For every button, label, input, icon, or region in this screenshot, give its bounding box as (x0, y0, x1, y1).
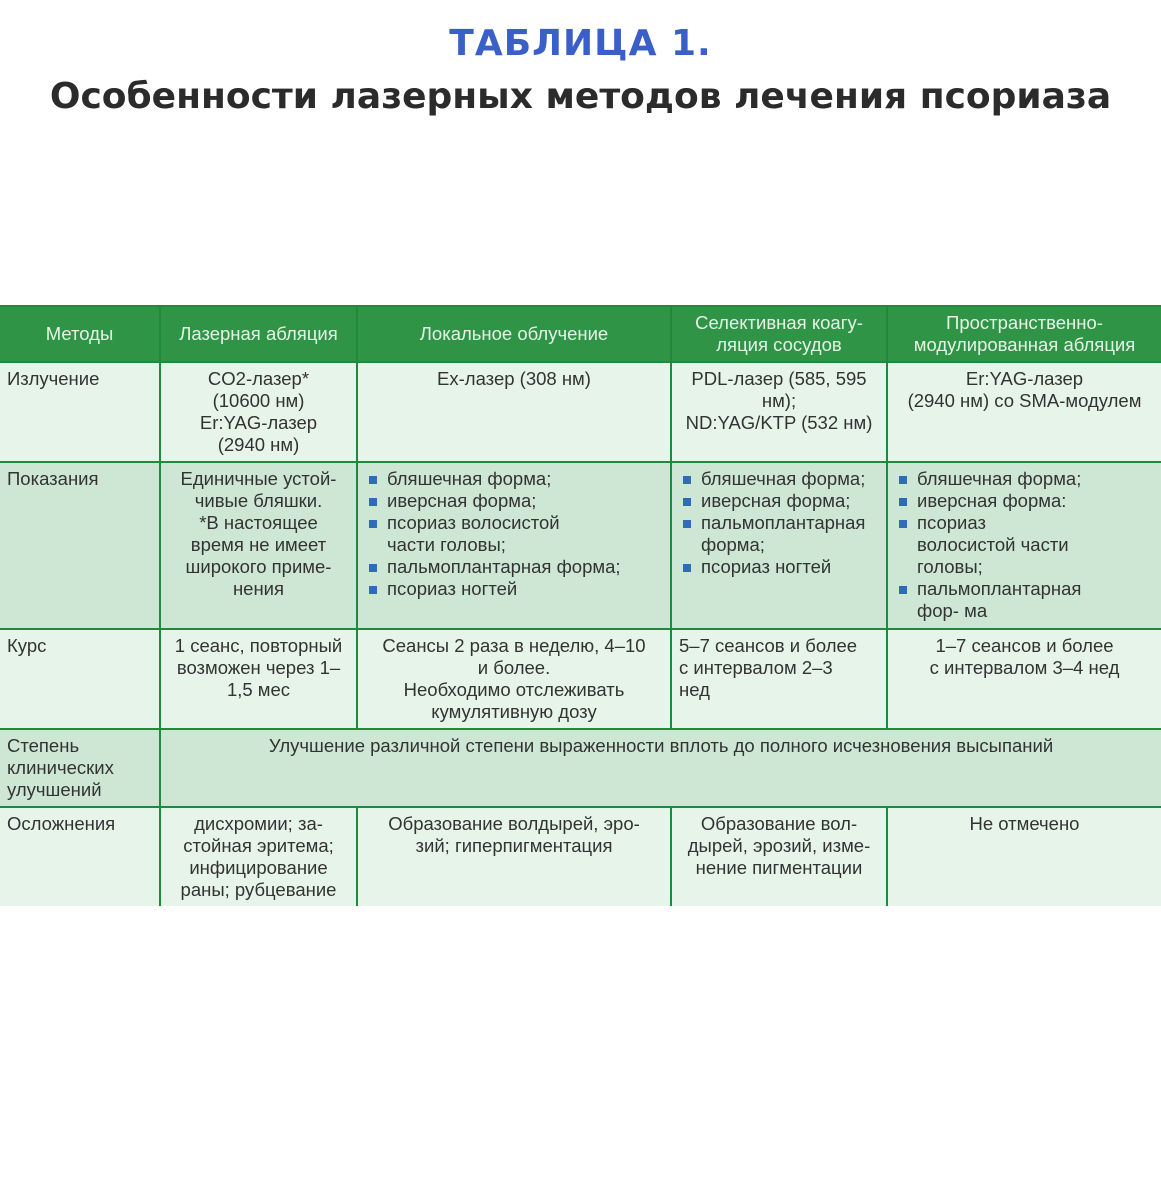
header-spatial-ablation: Пространственно- модулированная абляция (887, 306, 1161, 362)
cell-radiation-local: Ex-лазер (308 нм) (357, 362, 671, 462)
header-row (0, 306, 1161, 362)
cell-complications-local: Образование волдырей, эро- зий; гиперпигментация (357, 807, 671, 906)
table-title: Особенности лазерных методов лечения псориаза (49, 76, 1112, 117)
cell-indications-spatial (887, 462, 1161, 629)
header-laser-ablation: Лазерная абляция (160, 306, 357, 362)
list-item: иверсная форма: (895, 490, 1154, 512)
cell-indications-ablation: Единичные устой- чивые бляшки. *В настоящее время не имеет широкого приме- нения (160, 462, 357, 629)
cell-radiation-ablation: CO2-лазер* (10600 нм) Er:YAG-лазер (2940 нм) (160, 362, 357, 462)
list-item: псориаз волосистой части головы; (365, 512, 663, 556)
list-item: псориаз ногтей (365, 578, 663, 600)
list-item: пальмоплантарная форма; (365, 556, 663, 578)
row-label-course: Курс (0, 629, 160, 729)
row-label-complications: Осложнения (0, 807, 160, 906)
cell-complications-ablation: дисхромии; за- стойная эритема; инфицирование раны; рубцевание (160, 807, 357, 906)
cell-course-selective: 5–7 сеансов и более с интервалом 2–3 нед (671, 629, 887, 729)
cell-complications-spatial: Не отмечено (887, 807, 1161, 906)
table-row-improvement (0, 729, 1161, 807)
list-item: бляшечная форма; (679, 468, 879, 490)
table-row-indications (0, 462, 1161, 629)
cell-course-local: Сеансы 2 раза в неделю, 4–10 и более. Необходимо отслеживать кумулятивную дозу (357, 629, 671, 729)
table-row-course (0, 629, 1161, 729)
indications-local-list (365, 468, 663, 600)
list-item: псориаз ногтей (679, 556, 879, 578)
list-item: бляшечная форма; (365, 468, 663, 490)
header-selective-coagulation: Селективная коагу- ляция сосудов (671, 306, 887, 362)
row-label-improvement: Степень клинических улучшений (0, 729, 160, 807)
cell-course-spatial: 1–7 сеансов и более с интервалом 3–4 нед (887, 629, 1161, 729)
cell-radiation-spatial: Er:YAG-лазер (2940 нм) со SMA-модулем (887, 362, 1161, 462)
row-label-indications: Показания (0, 462, 160, 629)
list-item: псориаз волосистой части головы; (895, 512, 1154, 578)
table-row-radiation (0, 362, 1161, 462)
indications-selective-list (679, 468, 879, 578)
laser-methods-table (0, 305, 1161, 906)
table-row-complications (0, 807, 1161, 906)
header-methods: Методы (0, 306, 160, 362)
list-item: иверсная форма; (365, 490, 663, 512)
cell-course-ablation: 1 сеанс, повторный возможен через 1– 1,5 мес (160, 629, 357, 729)
cell-improvement-value: Улучшение различной степени выраженности вплоть до полного исчезновения высыпаний (160, 729, 1161, 807)
table-heading (0, 22, 1161, 120)
indications-spatial-list (895, 468, 1154, 622)
list-item: бляшечная форма; (895, 468, 1154, 490)
list-item: иверсная форма; (679, 490, 879, 512)
table-number-label: ТАБЛИЦА 1. (449, 23, 712, 64)
cell-indications-local (357, 462, 671, 629)
cell-indications-selective (671, 462, 887, 629)
list-item: пальмоплантарная форма; (679, 512, 879, 556)
list-item: пальмоплантарная фор- ма (895, 578, 1154, 622)
cell-radiation-selective: PDL-лазер (585, 595 нм); ND:YAG/KTP (532 нм) (671, 362, 887, 462)
header-local-irradiation: Локальное облучение (357, 306, 671, 362)
row-label-radiation: Излучение (0, 362, 160, 462)
cell-complications-selective: Образование вол- дырей, эрозий, изме- нение пигментации (671, 807, 887, 906)
